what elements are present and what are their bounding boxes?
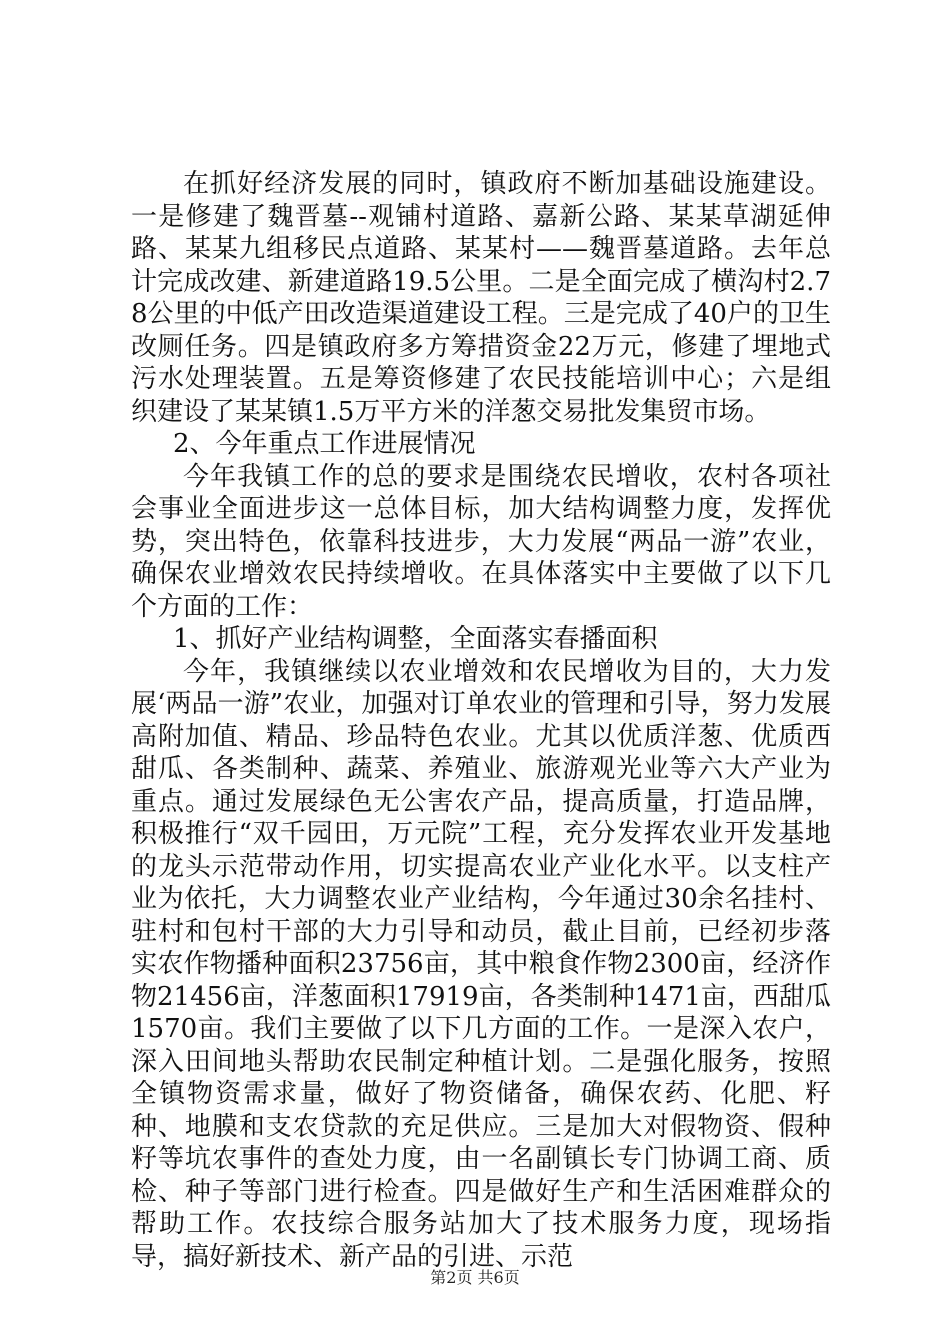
page-footer: 第2页 共6页 — [430, 1268, 520, 1287]
paragraph-infrastructure: 在抓好经济发展的同时，镇政府不断加基础设施建设。一是修建了魏晋墓--观铺村道路、嘉新公路、某某草湖延伸路、某某九组移民点道路、某某村——魏晋墓道路。去年总计完成改建、新建道路19.5公里。二是全面完成了横沟村2.78公里的中低产田改造渠道建设工程。三是完成了40户的卫生改厕任务。四是镇政府多方筹措资金22万元，修建了埋地式污水处理装置。五是筹资修建了农民技能培训中心；六是组织建设了某某镇1.5万平方米的洋葱交易批发集贸市场。 — [131, 169, 831, 427]
section-heading-industry-structure: 1、抓好产业结构调整，全面落实春播面积 — [173, 624, 658, 654]
section-heading-key-work: 2、今年重点工作进展情况 — [173, 429, 476, 459]
paragraph-industry-structure: 今年，我镇继续以农业增效和农民增收为目的，大力发展‘两品一游”农业，加强对订单农业的管理和引导，努力发展高附加值、精品、珍品特色农业。尤其以优质洋葱、优质西甜瓜、各类制种、蔬菜、养殖业、旅游观光业等六大产业为重点。通过发展绿色无公害农产品，提高质量，打造品牌，积极推行“双千园田，万元院”工程，充分发挥农业开发基地的龙头示范带动作用，切实提高农业产业化水平。以支柱产业为依托，大力调整农业产业结构，今年通过30余名挂村、驻村和包村干部的大力引导和动员，截止目前，已经初步落实农作物播种面积23756亩，其中粮食作物2300亩，经济作物21456亩，洋葱面积17919亩，各类制种1471亩，西甜瓜1570亩。我们主要做了以下几方面的工作。一是深入农户，深入田间地头帮助农民制定种植计划。二是强化服务，按照全镇物资需求量，做好了物资储备，确保农药、化肥、籽种、地膜和支农贷款的充足供应。三是加大对假物资、假种籽等坑农事件的查处力度，由一名副镇长专门协调工商、质检、种子等部门进行检查。四是做好生产和生活困难群众的帮助工作。农技综合服务站加大了技术服务力度，现场指导，搞好新技术、新产品的引进、示范 — [131, 656, 831, 1272]
document-body — [131, 168, 831, 1273]
paragraph-work-requirements: 今年我镇工作的总的要求是围绕农民增收，农村各项社会事业全面进步这一总体目标，加大结构调整力度，发挥优势，突出特色，依靠科技进步，大力发展“两品一游”农业，确保农业增效农民持续增收。在具体落实中主要做了以下几个方面的工作： — [131, 461, 831, 622]
